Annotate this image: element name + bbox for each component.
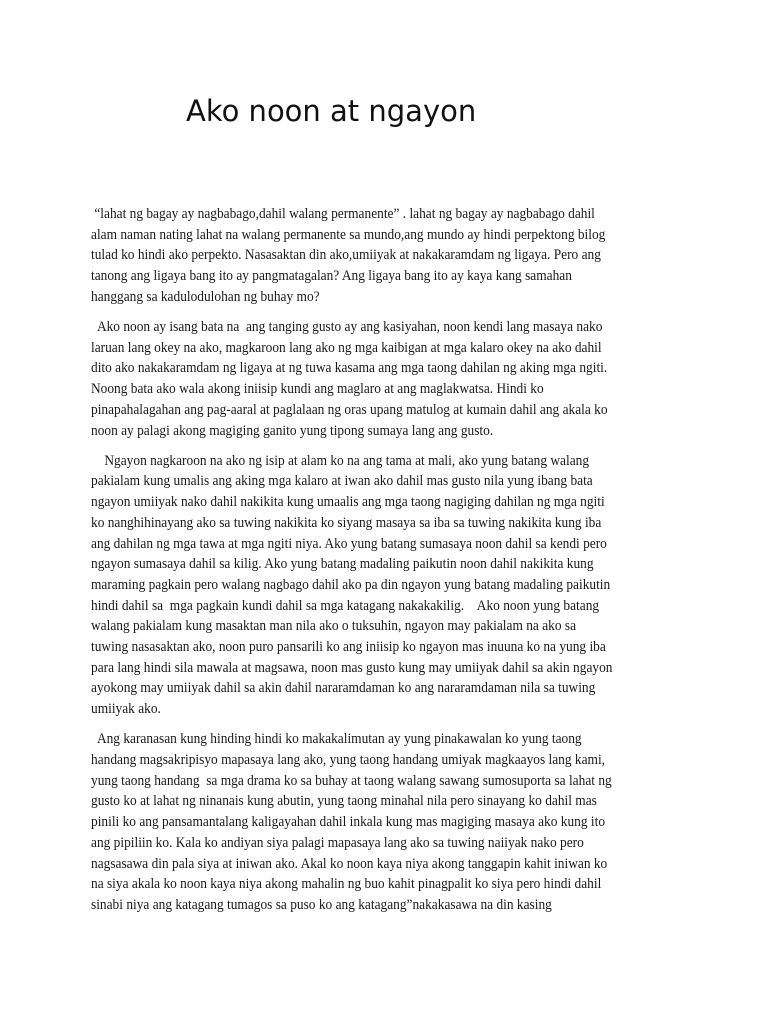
text-line: ngayon umiiyak nako dahil nakikita kung umaalis ang mga taong nagiging dahilan ng mga ngiti bbox=[91, 494, 605, 511]
text-line: hindi dahil sa mga pagkain kundi dahil sa mga katagang nakakakilig. Ako noon yung batang bbox=[91, 597, 600, 614]
text-line: Ngayon nagkaroon na ako ng isip at alam ko na ang tama at mali, ako yung batang walang bbox=[91, 452, 590, 469]
text-line: ayokong may umiiyak dahil sa akin dahil nararamdaman ko ang nararamdaman nila sa tuwing bbox=[91, 680, 596, 697]
text-line: alam naman nating lahat na walang permanente sa mundo,ang mundo ay hindi perpektong bilog bbox=[91, 226, 606, 243]
text-line: Ang karanasan kung hinding hindi ko makakalimutan ay yung pinakawalan ko yung taong bbox=[91, 731, 582, 748]
text-line: walang pakialam kung masaktan man nila ako o tuksuhin, ngayon may pakialam na ako sa bbox=[91, 618, 577, 635]
text-line: handang magsakripisyo mapasaya lang ako, yung taong handang umiyak magkaayos lang kami, bbox=[91, 752, 606, 769]
text-line: para lang hindi sila mawala at magsawa, noon mas gusto kung may umiiyak dahil sa akin ngayon bbox=[91, 659, 613, 676]
text-line: tuwing nasasaktan ako, noon puro pansarili ko ang iniisip ko ngayon mas inuuna ko na yung iba bbox=[91, 639, 606, 656]
text-line: pinili ko ang pansamantalang kaligayahan dahil inkala kung mas magiging masaya ako kung ito bbox=[91, 814, 606, 831]
text-line: Ako noon ay isang bata na ang tanging gusto ay ang kasiyahan, noon kendi lang masaya nako bbox=[91, 319, 603, 336]
text-line: yung taong handang sa mga drama ko sa buhay at taong walang sawang sumosuporta sa lahat ng bbox=[91, 772, 612, 789]
text-line: ang pipiliin ko. Kala ko andiyan siya palagi mapasaya lang ako sa tuwing naiiyak nako pero bbox=[91, 834, 584, 851]
text-line: gusto ko at lahat ng ninanais kung abutin, yung taong minahal nila pero sinayang ko dahil mas bbox=[91, 793, 597, 810]
text-line: noon ay palagi akong magiging ganito yung tipong sumaya lang ang gusto. bbox=[91, 422, 494, 439]
text-line: dito ako nakakaramdam ng ligaya at ng tuwa kasama ang mga taong dahilan ng aking mga ngiti. bbox=[91, 360, 608, 377]
paragraph bbox=[91, 204, 649, 308]
paragraph bbox=[91, 729, 649, 915]
text-line: ang dahilan ng mga tawa at mga ngiti niya. Ako yung batang sumasaya noon dahil sa kendi pero bbox=[91, 535, 607, 552]
document-title: Ako noon at ngayon bbox=[186, 94, 477, 128]
text-line: “lahat ng bagay ay nagbabago,dahil walang permanente” . lahat ng bagay ay nagbabago dahil bbox=[91, 206, 595, 222]
text-line: tulad ko hindi ako perpekto. Nasasaktan din ako,umiiyak at nakakaramdam ng ligaya. Pero ang bbox=[91, 247, 601, 264]
document-body bbox=[91, 204, 649, 925]
text-line: sinabi niya ang katagang tumagos sa puso ko ang katagang”nakakasawa na din kasing bbox=[91, 897, 552, 913]
text-line: nagsasawa din pala siya at iniwan ako. Akal ko noon kaya niya akong tanggapin kahit iniwan ko bbox=[91, 855, 608, 872]
text-line: na siya akala ko noon kaya niya akong mahalin ng buo kahit pinagpalit ko siya pero hindi dahil bbox=[91, 876, 602, 893]
text-line: Noong bata ako wala akong iniisip kundi ang maglaro at ang maglakwatsa. Hindi ko bbox=[91, 381, 544, 398]
text-line: maraming pagkain pero walang nagbago dahil ako pa din ngayon yung batang madaling paikutin bbox=[91, 576, 611, 593]
text-line: tanong ang ligaya bang ito ay pangmatagalan? Ang ligaya bang ito ay kaya kang samahan bbox=[91, 268, 572, 285]
text-line: hanggang sa kadulodulohan ng buhay mo? bbox=[91, 288, 320, 305]
paragraph bbox=[91, 317, 649, 441]
text-line: laruan lang okey na ako, magkaroon lang ako ng mga kaibigan at mga kalaro okey na ako dahil bbox=[91, 339, 602, 356]
text-line: pinapahalagahan ang pag-aaral at paglalaan ng oras upang matulog at kumain dahil ang akala ko bbox=[91, 401, 608, 418]
text-line: pakialam kung umalis ang aking mga kalaro at iwan ako dahil mas gusto nila yung ibang bata bbox=[91, 473, 593, 490]
text-line: umiiyak ako. bbox=[91, 701, 161, 718]
paragraph bbox=[91, 451, 649, 720]
text-line: ko nanghihinayang ako sa tuwing nakikita ko siyang masaya sa iba sa tuwing nakikita kung iba bbox=[91, 514, 602, 531]
text-line: ngayon sumasaya dahil sa kilig. Ako yung batang madaling paikutin noon dahil nakikita kung bbox=[91, 556, 594, 573]
